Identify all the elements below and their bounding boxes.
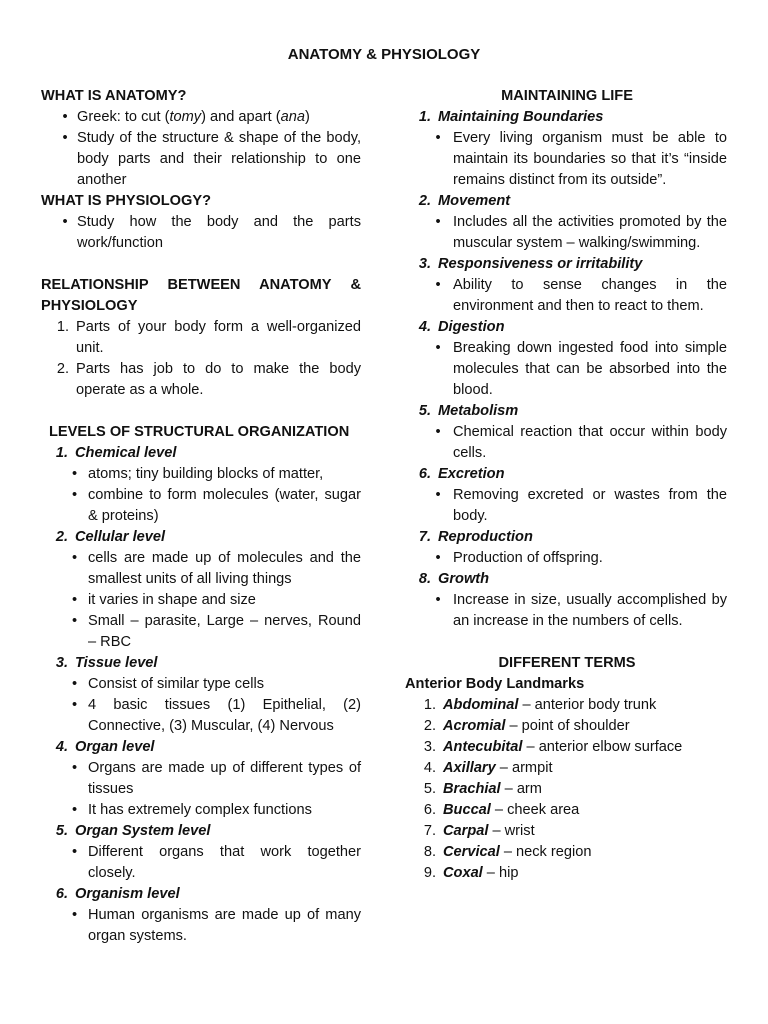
levels-list [41,443,361,947]
landmark-item [407,716,727,737]
physiology-bullet-text: Study how the body and the parts work/function [77,214,361,251]
bullet-text: Includes all the activities promoted by the muscular system – walking/swimming. [453,214,727,251]
level-name: Organism level [75,886,180,902]
level-bullet [41,842,361,884]
landmark-definition: – neck region [499,844,592,860]
life-item-number: 2. [418,193,431,209]
bullet-icon: • [71,697,78,713]
bullet-icon: • [71,613,78,629]
bullet-icon: • [71,592,78,608]
landmark-term: Cervical [443,844,500,860]
life-item-heading [407,527,727,548]
level-heading [41,737,361,758]
landmark-term: Abdominal [443,697,519,713]
level-bullet [41,485,361,527]
life-item-number: 1. [418,109,431,125]
landmarks-heading: Anterior Body Landmarks [405,676,585,692]
bullet-icon: • [62,109,68,125]
life-item-number: 5. [418,403,431,419]
bullet-text: Chemical reaction that occur within body cells. [453,424,727,461]
bullet-text: combine to form molecules (water, sugar & proteins) [88,487,361,524]
level-name: Cellular level [75,529,166,545]
life-item-number: 4. [418,319,431,335]
level-bullet [41,695,361,737]
relationship-heading: RELATIONSHIP BETWEEN ANATOMY & PHYSIOLOGY [41,277,361,314]
life-item-bullet [407,275,727,317]
landmark-definition: – cheek area [490,802,580,818]
bullet-icon: • [435,550,441,566]
level-heading [41,443,361,464]
relationship-list [41,317,361,401]
bullet-icon: • [71,760,78,776]
anatomy-term-ana: ana [280,109,305,125]
landmarks-list [407,695,727,884]
bullet-text: Small – parasite, Large – nerves, Round – RBC [88,613,361,650]
life-item-bullet [407,422,727,464]
life-item-bullet [407,548,727,569]
landmark-item [407,842,727,863]
bullet-icon: • [435,340,441,356]
bullet-text: atoms; tiny building blocks of matter, [88,466,324,482]
bullet-icon: • [435,592,441,608]
bullet-icon: • [435,130,441,146]
life-item-bullet [407,212,727,254]
level-name: Organ level [75,739,155,755]
bullet-icon: • [62,214,68,230]
landmark-number: 6. [423,802,436,818]
level-name: Organ System level [75,823,211,839]
levels-heading: LEVELS OF STRUCTURAL ORGANIZATION [49,424,350,440]
anatomy-heading: WHAT IS ANATOMY? [41,88,187,104]
bullet-text: it varies in shape and size [88,592,256,608]
bullet-text: cells are made up of molecules and the smallest units of all living things [88,550,361,587]
bullet-text: Human organisms are made up of many organ systems. [88,907,361,944]
life-item-number: 8. [418,571,431,587]
bullet-icon: • [71,487,78,503]
landmark-text [443,842,727,863]
relationship-item [41,317,361,359]
landmark-definition: – wrist [488,823,535,839]
landmark-item [407,800,727,821]
landmark-term: Axillary [443,760,496,776]
physiology-bullet [41,212,361,254]
bullet-text: Different organs that work together closely. [88,844,361,881]
level-number: 1. [55,445,68,461]
anatomy-text-post: ) [304,109,310,125]
level-name: Tissue level [75,655,158,671]
life-list [407,107,727,632]
landmark-text [443,716,727,737]
item-number: 1. [56,319,69,335]
life-item-name: Growth [438,571,490,587]
bullet-icon: • [71,466,78,482]
life-item-name: Responsiveness or irritability [438,256,643,272]
bullet-text: 4 basic tissues (1) Epithelial, (2) Connective, (3) Muscular, (4) Nervous [88,697,361,734]
bullet-icon: • [71,844,78,860]
landmark-definition: – anterior elbow surface [522,739,683,755]
anatomy-text-pre: Greek: to cut ( [77,109,170,125]
physiology-heading: WHAT IS PHYSIOLOGY? [41,193,211,209]
life-item-bullet [407,338,727,401]
life-item-bullet [407,485,727,527]
anatomy-text-mid: ) and apart ( [201,109,281,125]
level-bullet [41,758,361,800]
level-number: 6. [55,886,68,902]
landmark-item [407,695,727,716]
landmark-item [407,758,727,779]
life-item-heading [407,401,727,422]
landmark-definition: – point of shoulder [505,718,630,734]
bullet-text: Breaking down ingested food into simple molecules that can be absorbed into the blood. [453,340,727,398]
bullet-icon: • [71,907,78,923]
item-text: Parts of your body form a well-organized unit. [76,319,361,356]
anatomy-bullet-text: Study of the structure & shape of the body, body parts and their relationship to one another [77,130,361,188]
life-item-heading [407,191,727,212]
landmark-text [443,863,727,884]
life-item-heading [407,107,727,128]
life-item-heading [407,254,727,275]
bullet-icon: • [71,676,78,692]
bullet-text: Production of offspring. [453,550,603,566]
life-item-name: Digestion [438,319,505,335]
life-item-number: 7. [418,529,431,545]
level-bullet [41,548,361,590]
level-bullet [41,905,361,947]
level-number: 2. [55,529,68,545]
life-item-heading [407,317,727,338]
anatomy-bullet-text [77,107,361,128]
bullet-icon: • [435,487,441,503]
landmark-number: 5. [423,781,436,797]
bullet-icon: • [71,550,78,566]
landmark-number: 4. [423,760,436,776]
landmark-term: Acromial [443,718,506,734]
life-item-name: Maintaining Boundaries [438,109,604,125]
landmark-definition: – arm [500,781,542,797]
landmark-term: Brachial [443,781,501,797]
bullet-text: Consist of similar type cells [88,676,264,692]
landmark-text [443,800,727,821]
landmark-term: Antecubital [443,739,523,755]
landmark-text [443,737,727,758]
relationship-item [41,359,361,401]
bullet-icon: • [71,802,78,818]
bullet-text: Organs are made up of different types of tissues [88,760,361,797]
bullet-text: Every living organism must be able to maintain its boundaries so that it’s “inside remains distinct from its outside”. [453,130,727,188]
life-item-name: Metabolism [438,403,519,419]
life-item-bullet [407,128,727,191]
life-item-name: Excretion [438,466,505,482]
landmark-term: Buccal [443,802,491,818]
level-bullet [41,800,361,821]
level-heading [41,884,361,905]
landmark-number: 2. [423,718,436,734]
level-bullet [41,590,361,611]
right-column [407,86,727,884]
level-heading [41,653,361,674]
anatomy-bullet [41,107,361,128]
bullet-text: Increase in size, usually accomplished by an increase in the numbers of cells. [453,592,727,629]
life-item-heading [407,569,727,590]
level-heading [41,527,361,548]
landmark-number: 9. [423,865,436,881]
landmark-text [443,695,727,716]
life-item-bullet [407,590,727,632]
landmark-item [407,737,727,758]
level-number: 5. [55,823,68,839]
landmark-definition: – anterior body trunk [518,697,657,713]
life-item-name: Reproduction [438,529,533,545]
bullet-text: Ability to sense changes in the environment and then to react to them. [453,277,727,314]
page-title: ANATOMY & PHYSIOLOGY [287,46,481,63]
life-item-heading [407,464,727,485]
bullet-text: It has extremely complex functions [88,802,312,818]
landmark-definition: – hip [482,865,519,881]
landmark-definition: – armpit [495,760,553,776]
anatomy-bullet [41,128,361,191]
terms-heading: DIFFERENT TERMS [498,655,636,671]
level-bullet [41,674,361,695]
landmark-text [443,779,727,800]
life-item-name: Movement [438,193,511,209]
landmark-number: 1. [423,697,436,713]
landmark-term: Carpal [443,823,489,839]
bullet-icon: • [435,214,441,230]
item-number: 2. [56,361,69,377]
level-heading [41,821,361,842]
life-item-number: 3. [418,256,431,272]
landmark-item [407,863,727,884]
bullet-icon: • [62,130,68,146]
landmark-text [443,758,727,779]
landmark-number: 7. [423,823,436,839]
level-bullet [41,464,361,485]
landmark-term: Coxal [443,865,483,881]
landmark-text [443,821,727,842]
bullet-text: Removing excreted or wastes from the body. [453,487,727,524]
anatomy-term-tomy: tomy [169,109,202,125]
bullet-icon: • [435,277,441,293]
bullet-icon: • [435,424,441,440]
level-bullet [41,611,361,653]
landmark-item [407,821,727,842]
maintaining-life-heading: MAINTAINING LIFE [501,88,633,104]
landmark-number: 3. [423,739,436,755]
level-number: 3. [55,655,68,671]
landmark-number: 8. [423,844,436,860]
left-column [41,86,361,947]
landmark-item [407,779,727,800]
level-name: Chemical level [75,445,177,461]
level-number: 4. [55,739,68,755]
life-item-number: 6. [418,466,431,482]
item-text: Parts has job to do to make the body operate as a whole. [76,361,361,398]
